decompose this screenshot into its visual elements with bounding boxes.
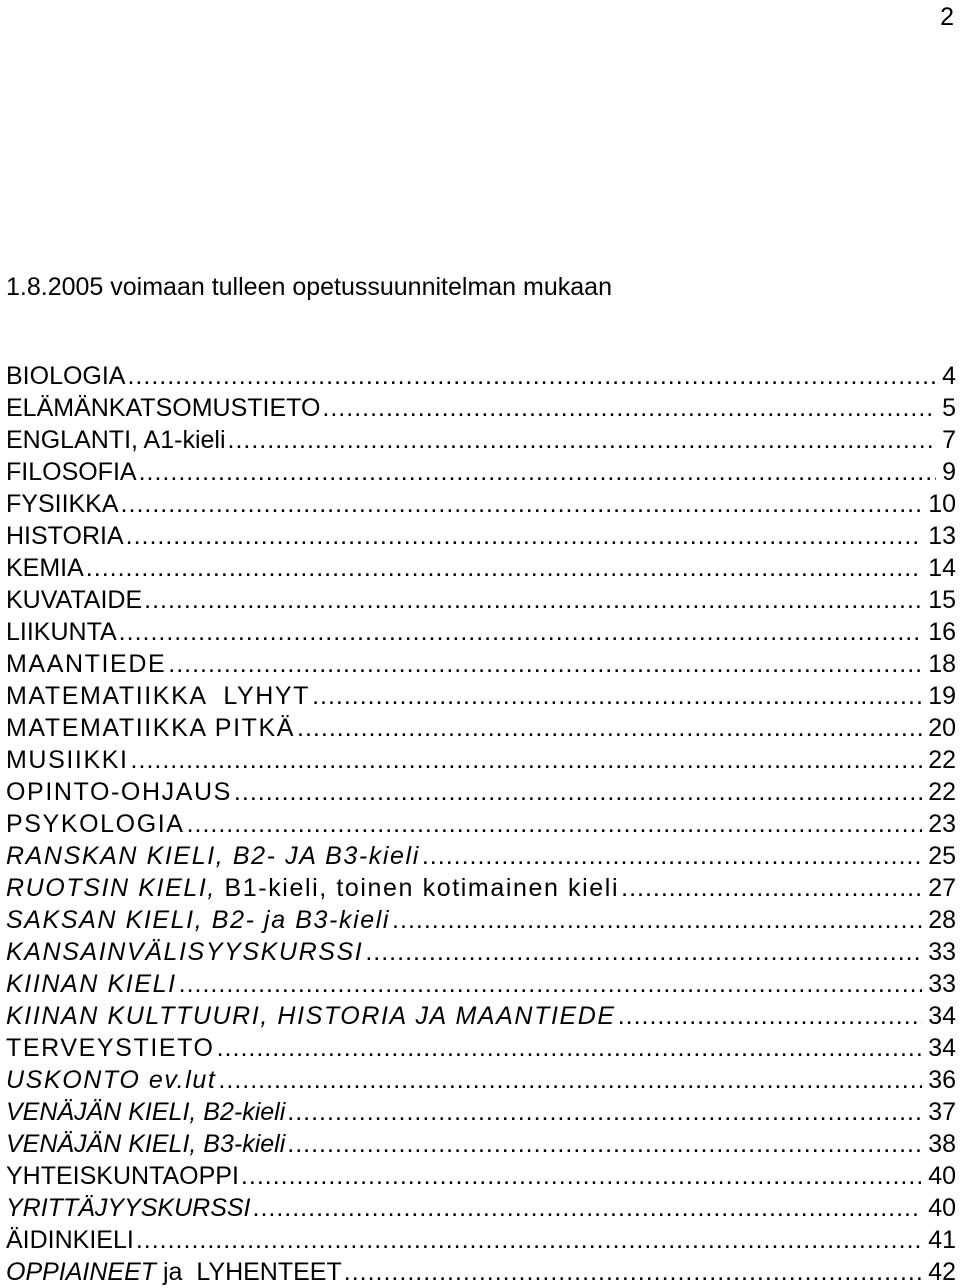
dot-leader (228, 424, 936, 456)
dot-leader (218, 1064, 922, 1096)
toc-entry[interactable] (6, 392, 956, 424)
toc-entry[interactable] (6, 968, 956, 1000)
toc-entry-page-number: 34 (928, 1002, 956, 1030)
dot-leader (241, 1160, 922, 1192)
toc-entry-page-number: 40 (928, 1162, 956, 1190)
toc-entry[interactable] (6, 1224, 956, 1256)
dot-leader (168, 648, 922, 680)
dot-leader (86, 552, 922, 584)
toc-entry-title (6, 1224, 134, 1256)
toc-entry[interactable] (6, 936, 956, 968)
toc-entry-title (6, 968, 177, 1000)
toc-entry-title-segment: ELÄMÄNKATSOMUSTIETO (6, 394, 321, 422)
dot-leader (144, 584, 922, 616)
toc-entry-page-number: 19 (928, 682, 956, 710)
toc-entry-page-number: 36 (928, 1066, 956, 1094)
toc-entry[interactable] (6, 1064, 956, 1096)
toc-entry-title (6, 1128, 285, 1160)
toc-entry-title-segment: RUOTSIN KIELI, (6, 874, 225, 902)
toc-entry-title-segment: USKONTO ev.lut (6, 1066, 217, 1094)
toc-entry-title (6, 680, 310, 712)
toc-entry[interactable] (6, 488, 956, 520)
toc-entry-title-segment: FILOSOFIA (6, 458, 137, 486)
dot-leader (139, 456, 936, 488)
toc-entry-title (6, 808, 185, 840)
toc-entry-title-segment: TERVEYSTIETO (6, 1034, 215, 1062)
toc-entry-title-segment: YRITTÄJYYSKURSSI (6, 1194, 251, 1222)
toc-entry-page-number: 14 (928, 554, 956, 582)
toc-entry-title-segment: MATEMATIIKKA LYHYT (6, 682, 311, 710)
toc-entry-title-segment: KEMIA (6, 554, 84, 582)
toc-entry-title-segment: ja LYHENTEET (156, 1258, 342, 1286)
toc-entry-page-number: 27 (928, 874, 956, 902)
toc-entry-title (6, 456, 137, 488)
toc-entry[interactable] (6, 1192, 956, 1224)
toc-entry[interactable] (6, 648, 956, 680)
toc-entry[interactable] (6, 776, 956, 808)
toc-entry-title-segment: OPPIAINEET (6, 1258, 157, 1286)
toc-entry-title (6, 424, 226, 456)
toc-entry-title (6, 1096, 285, 1128)
toc-entry-page-number: 16 (928, 618, 956, 646)
dot-leader (618, 1000, 922, 1032)
toc-entry-title (6, 552, 84, 584)
document-subtitle: 1.8.2005 voimaan tulleen opetussuunnitelman mukaan (6, 273, 612, 301)
toc-entry-page-number: 18 (928, 650, 956, 678)
toc-entry[interactable] (6, 840, 956, 872)
toc-entry[interactable] (6, 744, 956, 776)
toc-entry-title (6, 360, 125, 392)
toc-entry[interactable] (6, 872, 956, 904)
toc-entry-title-segment: PSYKOLOGIA (6, 810, 185, 838)
toc-entry[interactable] (6, 584, 956, 616)
toc-entry-title-segment: MUSIIKKI (6, 746, 129, 774)
toc-entry-page-number: 7 (942, 426, 956, 454)
toc-entry-title-segment: SAKSAN KIELI, B2- ja B3-kieli (6, 906, 391, 934)
toc-entry-page-number: 9 (942, 458, 956, 486)
dot-leader (392, 904, 922, 936)
toc-entry-page-number: 22 (928, 778, 956, 806)
toc-entry[interactable] (6, 808, 956, 840)
toc-entry-title-segment: KIINAN KIELI (6, 970, 177, 998)
toc-entry-title (6, 392, 320, 424)
toc-entry[interactable] (6, 1256, 956, 1288)
dot-leader (297, 712, 922, 744)
toc-entry-page-number: 20 (928, 714, 956, 742)
toc-entry[interactable] (6, 424, 956, 456)
dot-leader (322, 392, 936, 424)
toc-entry-page-number: 23 (928, 810, 956, 838)
dot-leader (344, 1256, 922, 1288)
toc-entry-title-segment: ÄIDINKIELI (6, 1226, 134, 1254)
toc-entry-title (6, 488, 119, 520)
dot-leader (422, 840, 922, 872)
toc-entry[interactable] (6, 360, 956, 392)
toc-entry-title (6, 904, 390, 936)
toc-entry[interactable] (6, 712, 956, 744)
toc-entry-page-number: 10 (928, 490, 956, 518)
toc-entry-title (6, 584, 142, 616)
toc-entry[interactable] (6, 904, 956, 936)
toc-entry-title (6, 840, 420, 872)
dot-leader (136, 1224, 922, 1256)
toc-entry[interactable] (6, 1128, 956, 1160)
toc-entry-title (6, 1160, 239, 1192)
toc-entry[interactable] (6, 616, 956, 648)
toc-entry[interactable] (6, 1160, 956, 1192)
toc-entry-title (6, 1064, 216, 1096)
dot-leader (287, 1128, 922, 1160)
toc-entry-title-segment: LIIKUNTA (6, 618, 117, 646)
dot-leader (187, 808, 923, 840)
toc-entry-title (6, 1192, 251, 1224)
toc-entry-title-segment: BIOLOGIA (6, 362, 126, 390)
toc-entry-title-segment: KANSAINVÄLISYYSKURSSI (6, 938, 364, 966)
toc-entry-page-number: 34 (928, 1034, 956, 1062)
toc-entry-page-number: 38 (928, 1130, 956, 1158)
dot-leader (127, 360, 936, 392)
page-number: 2 (940, 3, 954, 31)
toc-entry-page-number: 4 (942, 362, 956, 390)
dot-leader (126, 520, 923, 552)
toc-entry-title (6, 1000, 616, 1032)
dot-leader (217, 1032, 923, 1064)
toc-entry-title-segment: RANSKAN KIELI, B2- JA B3-kieli (6, 842, 420, 870)
toc-entry-title-segment: OPINTO-OHJAUS (6, 778, 232, 806)
dot-leader (621, 872, 922, 904)
toc-entry-title (6, 1032, 215, 1064)
dot-leader (234, 776, 922, 808)
toc-entry-title (6, 776, 232, 808)
toc-entry-page-number: 25 (928, 842, 956, 870)
toc-entry[interactable] (6, 552, 956, 584)
toc-entry[interactable] (6, 1000, 956, 1032)
toc-entry-page-number: 15 (928, 586, 956, 614)
toc-entry-title-segment: B1-kieli, toinen kotimainen kieli (224, 874, 620, 902)
toc-entry-title-segment: YHTEISKUNTAOPPI (6, 1162, 239, 1190)
toc-entry-title (6, 648, 166, 680)
toc-entry-title-segment: MAANTIEDE (6, 650, 167, 678)
toc-entry-title (6, 744, 129, 776)
toc-entry-page-number: 33 (928, 938, 956, 966)
toc-entry-title-segment: KIINAN KULTTUURI, HISTORIA JA MAANTIEDE (6, 1002, 616, 1030)
toc-entry[interactable] (6, 1096, 956, 1128)
toc-entry-title-segment: ENGLANTI, A1-kieli (6, 426, 226, 454)
toc-entry-page-number: 33 (928, 970, 956, 998)
toc-entry-title-segment: FYSIIKKA (6, 490, 119, 518)
toc-entry-page-number: 37 (928, 1098, 956, 1126)
dot-leader (121, 488, 923, 520)
dot-leader (179, 968, 923, 1000)
toc-entry[interactable] (6, 456, 956, 488)
toc-entry-page-number: 28 (928, 906, 956, 934)
toc-entry-title (6, 872, 619, 904)
toc-entry[interactable] (6, 1032, 956, 1064)
toc-entry-title-segment: KUVATAIDE (6, 586, 143, 614)
toc-entry-title (6, 1256, 342, 1288)
toc-entry-title (6, 520, 124, 552)
dot-leader (119, 616, 923, 648)
dot-leader (312, 680, 922, 712)
toc-entry-title (6, 936, 363, 968)
toc-entry-title-segment: HISTORIA (6, 522, 124, 550)
toc-entry[interactable] (6, 520, 956, 552)
toc-entry-title (6, 616, 117, 648)
toc-entry-page-number: 13 (928, 522, 956, 550)
toc-entry-title-segment: MATEMATIIKKA PITKÄ (6, 714, 296, 742)
toc-entry[interactable] (6, 680, 956, 712)
dot-leader (253, 1192, 923, 1224)
dot-leader (131, 744, 923, 776)
dot-leader (287, 1096, 922, 1128)
toc-entry-page-number: 41 (928, 1226, 956, 1254)
table-of-contents (6, 360, 956, 1288)
toc-entry-page-number: 22 (928, 746, 956, 774)
toc-entry-page-number: 40 (928, 1194, 956, 1222)
toc-entry-title (6, 712, 295, 744)
toc-entry-title-segment: VENÄJÄN KIELI, B2-kieli (6, 1098, 286, 1126)
toc-entry-page-number: 5 (942, 394, 956, 422)
toc-entry-page-number: 42 (928, 1258, 956, 1286)
dot-leader (365, 936, 922, 968)
toc-entry-title-segment: VENÄJÄN KIELI, B3-kieli (6, 1130, 286, 1158)
